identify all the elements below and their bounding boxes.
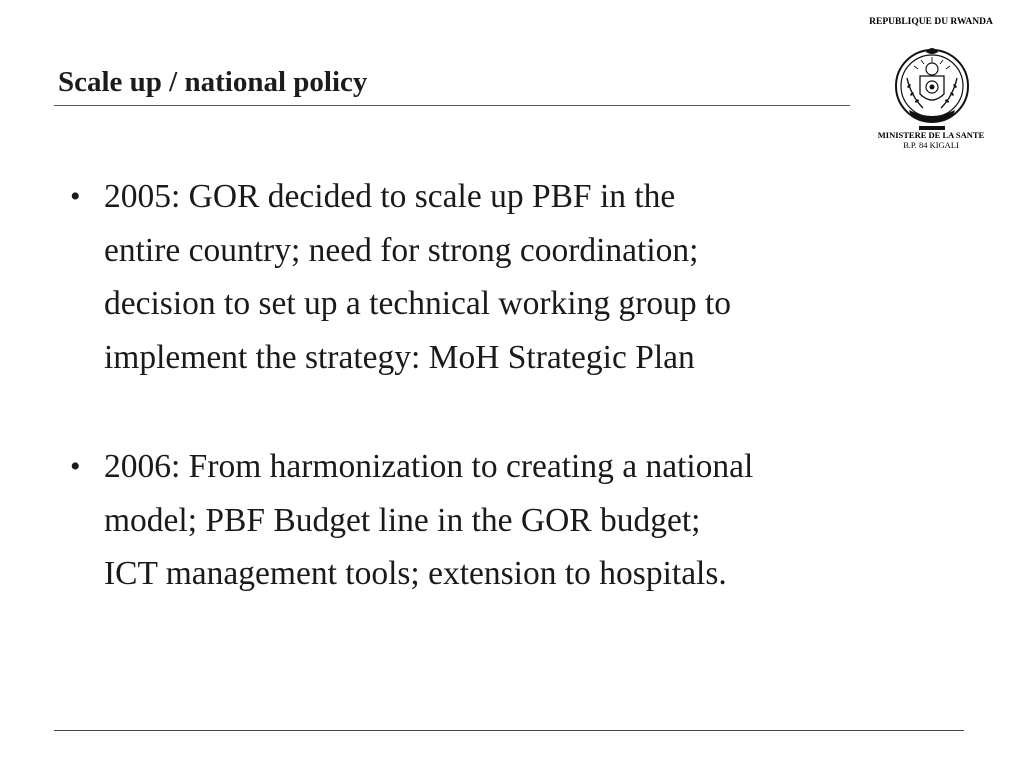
bullet-line: 2006: From harmonization to creating a national (104, 448, 754, 485)
title-divider (54, 105, 850, 106)
bullet-line: entire country; need for strong coordination; (104, 231, 699, 269)
emblem-country-label: REPUBLIQUE DU RWANDA (869, 17, 993, 27)
bullet-list (70, 170, 980, 601)
bullet-line: implement the strategy: MoH Strategic Plan (104, 338, 695, 376)
bullet-marker: • (70, 450, 81, 483)
ministry-name: MINISTERE DE LA SANTE (877, 130, 985, 140)
bullet-item-2006 (70, 440, 980, 601)
footer-divider (54, 730, 964, 731)
bullet-line: model; PBF Budget line in the GOR budget; (104, 501, 701, 539)
slide-title: Scale up / national policy (58, 66, 368, 98)
bullet-item-2005 (70, 170, 980, 384)
rwanda-coat-of-arms-icon (893, 42, 971, 138)
bullet-line: ICT management tools; extension to hospitals. (104, 555, 727, 592)
ministry-emblem-block (860, 14, 1002, 154)
emblem-ministry-label (860, 130, 1002, 150)
ministry-address: B.P. 84 KIGALI (903, 140, 959, 150)
bullet-marker: • (70, 180, 81, 213)
bullet-line: 2005: GOR decided to scale up PBF in the (104, 178, 676, 215)
bullet-line: decision to set up a technical working group to (104, 285, 732, 322)
